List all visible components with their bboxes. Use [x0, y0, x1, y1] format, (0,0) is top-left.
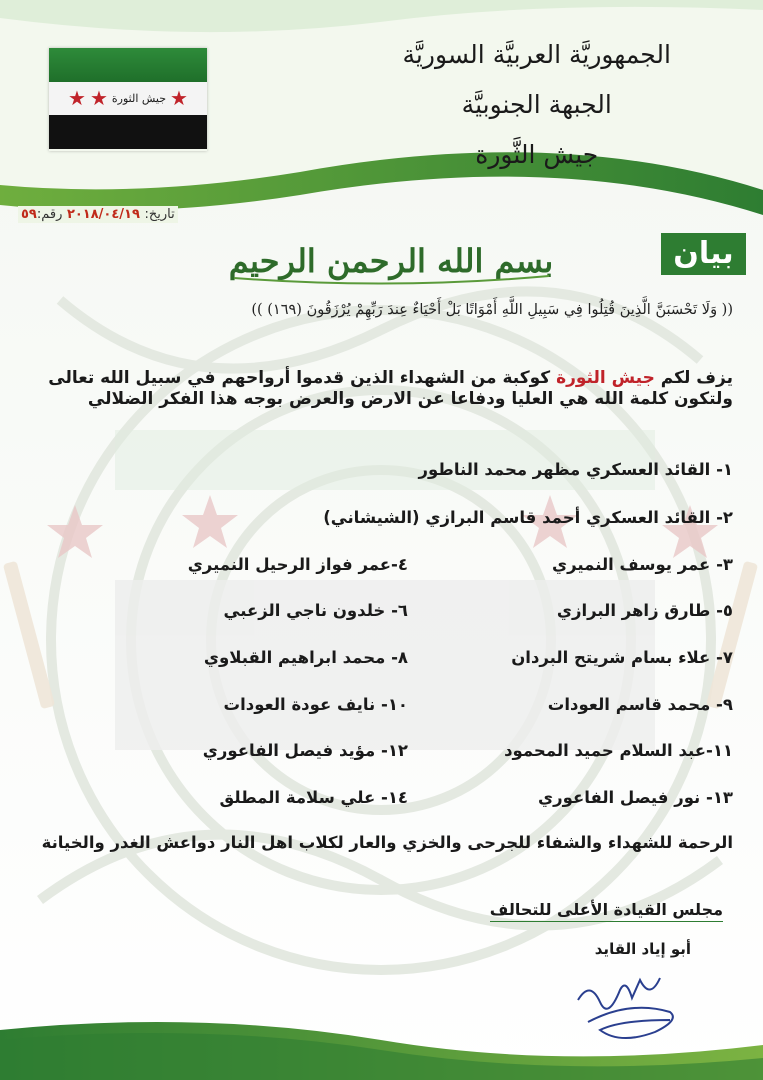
- intro-after: كوكبة من الشهداء الذين قدموا أرواحهم في سبيل الله تعالى ولتكون كلمة الله هي العليا ودفاعا عن الارض والعرض بوجه هذا الفكر الضلالي: [48, 368, 733, 409]
- letterhead-country: الجمهوريَّة العربيَّة السوريَّة: [402, 40, 671, 69]
- martyr-name: ٨- محمد ابراهيم القبلاوي: [203, 648, 408, 667]
- martyr-name: ٣- عمر يوسف النميري: [552, 555, 733, 574]
- list-item: [30, 648, 733, 678]
- list-item: [30, 788, 733, 818]
- flag-white-stripe: [49, 82, 207, 116]
- army-name-highlight: جيش الثورة: [556, 368, 655, 388]
- flag-black-stripe: [49, 115, 207, 149]
- martyr-name: ١٣- نور فيصل الفاعوري: [538, 788, 733, 807]
- martyr-name: ٤-عمر فواز الرحيل النميري: [187, 555, 408, 574]
- revolution-flag: [49, 48, 207, 151]
- star-icon: ★: [68, 86, 86, 111]
- closing-paragraph: الرحمة للشهداء والشفاء للجرحى والخزي والعار لكلاب اهل النار دواعش الغدر والخيانة: [41, 833, 733, 852]
- star-icon: ★: [89, 86, 108, 111]
- statement-label: بيان: [661, 233, 746, 275]
- letterhead: [403, 30, 671, 180]
- martyr-name: ٦- خلدون ناجي الزعبي: [223, 601, 408, 620]
- list-item: [30, 741, 733, 771]
- martyr-name: ٧- علاء بسام شريتح البردان: [511, 648, 733, 667]
- list-item: [30, 695, 733, 725]
- intro-paragraph: [30, 368, 733, 410]
- number-value: ٥٩: [21, 207, 37, 222]
- date-reference: [18, 206, 178, 223]
- martyr-name: ١- القائد العسكري مظهر محمد الناطور: [418, 460, 733, 479]
- martyr-name: ١٢- مؤيد فيصل الفاعوري: [202, 741, 408, 760]
- letterhead-army: جيش الثَّورة: [475, 140, 599, 169]
- martyr-name: ١٤- علي سلامة المطلق: [219, 788, 408, 807]
- handwritten-signature: [560, 960, 690, 1050]
- martyr-name: ١١-عبد السلام حميد المحمود: [504, 741, 733, 760]
- list-item: [30, 555, 733, 585]
- quran-verse: (( وَلَا تَحْسَبَنَّ الَّذِينَ قُتِلُوا فِي سَبِيلِ اللَّهِ أَمْوَاتًا بَلْ أَحْيَاءٌ عِندَ رَبِّهِمْ يُرْزَقُونَ (١٦٩) )): [251, 302, 733, 318]
- list-item: [30, 460, 733, 490]
- martyr-name: ٢- القائد العسكري أحمد قاسم البرازي (الشيشاني): [323, 508, 733, 527]
- basmala-calligraphy: [214, 228, 569, 288]
- date-label: تاريخ:: [144, 207, 175, 222]
- martyr-name: ٥- طارق زاهر البرازي: [556, 601, 733, 620]
- list-item: [30, 508, 733, 538]
- date-value: ٢٠١٨/٠٤/١٩: [66, 207, 140, 222]
- list-item: [30, 601, 733, 631]
- martyr-name: ١٠- نايف عودة العودات: [223, 695, 408, 714]
- star-icon: ★: [170, 86, 188, 111]
- intro-before: يزف لكم: [654, 368, 733, 388]
- council-name: مجلس القيادة الأعلى للتحالف: [490, 900, 723, 922]
- flag-green-stripe: [49, 48, 207, 82]
- signer-name: أبو إياد القايد: [594, 940, 691, 958]
- number-label: رقم:: [36, 207, 63, 222]
- letterhead-front: الجبهة الجنوبيَّة: [461, 90, 612, 119]
- svg-text:بسم الله الرحمن الرحيم: بسم الله الرحمن الرحيم: [228, 242, 554, 280]
- martyr-name: ٩- محمد قاسم العودات: [547, 695, 733, 714]
- flag-text: جيش الثورة: [111, 91, 167, 105]
